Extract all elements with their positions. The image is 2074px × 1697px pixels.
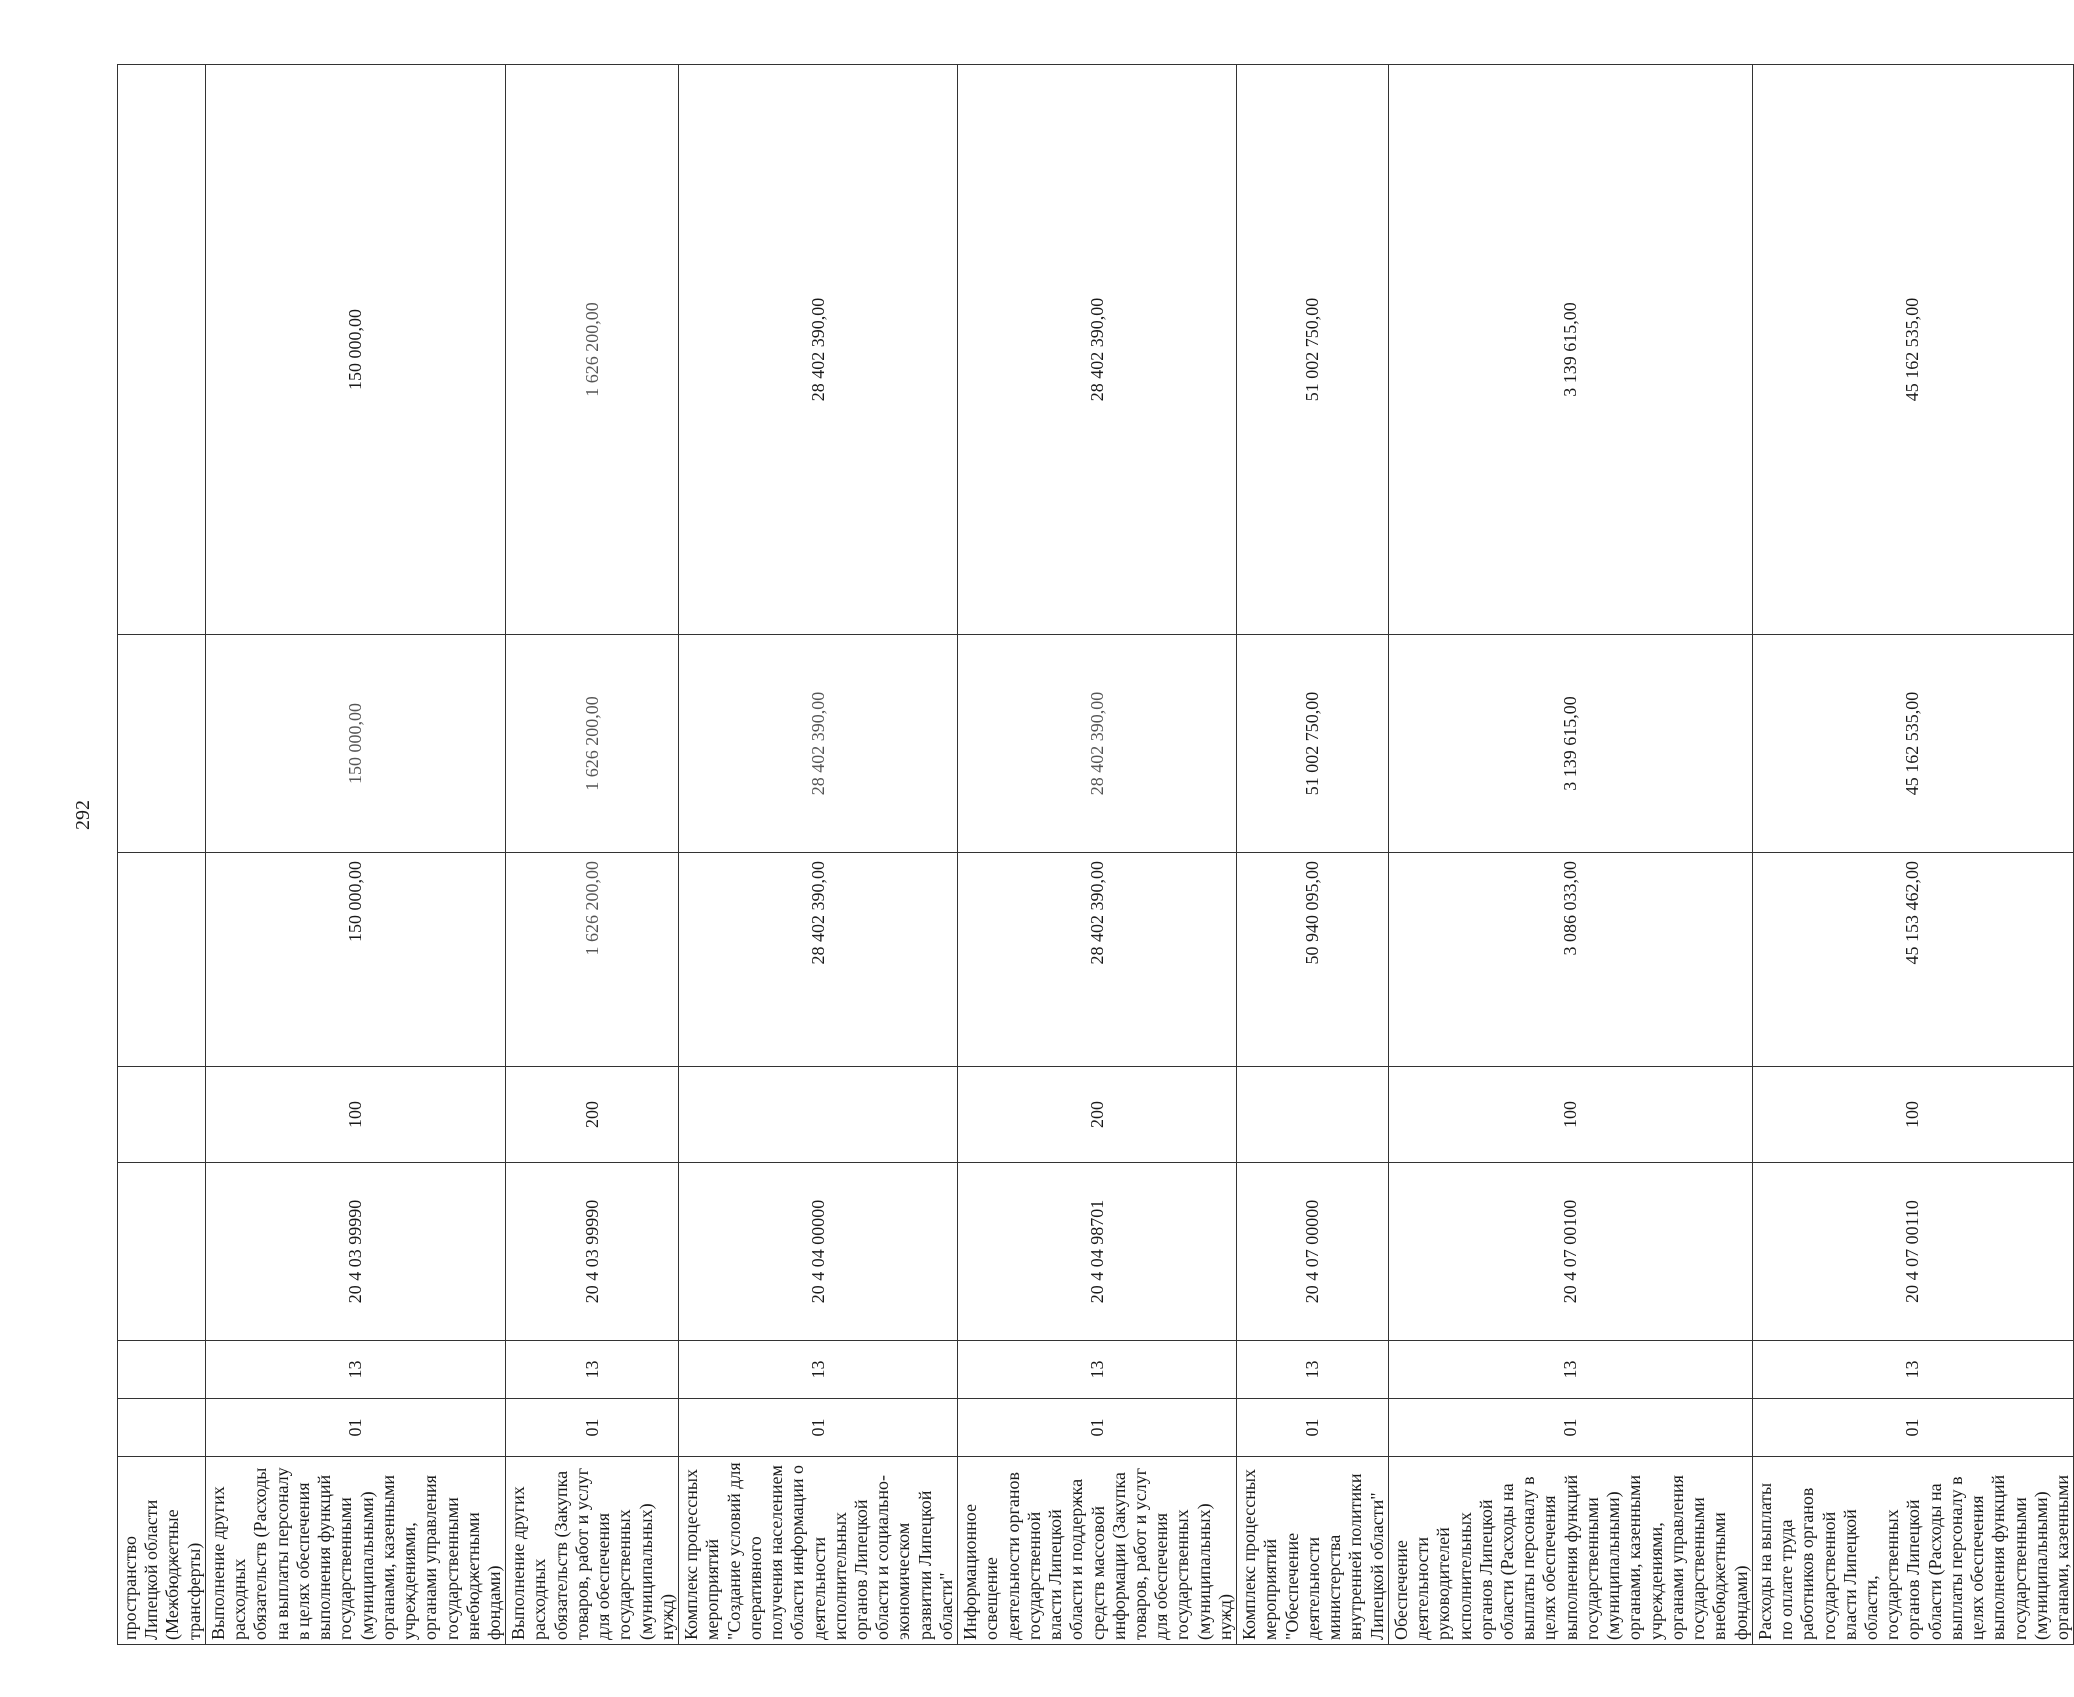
row-target-code: 20 4 07 00100 xyxy=(1388,1163,1752,1341)
table-row xyxy=(205,65,505,1645)
row-value-3: 150 000,00 xyxy=(205,65,505,635)
row-value-1: 150 000,00 xyxy=(205,853,505,1067)
row-expense-type: 100 xyxy=(1388,1067,1752,1163)
row-value-1: 28 402 390,00 xyxy=(679,853,958,1067)
table-row xyxy=(1388,65,1752,1645)
row-subsection: 13 xyxy=(1388,1341,1752,1399)
table-row xyxy=(1237,65,1389,1645)
row-section xyxy=(118,1399,206,1457)
row-value-1: 45 153 462,00 xyxy=(1752,853,2074,1067)
row-target-code: 20 4 04 98701 xyxy=(958,1163,1237,1341)
row-value-1: 50 940 095,00 xyxy=(1237,853,1389,1067)
row-name: пространство Липецкой области (Межбюджетные трансферты) xyxy=(118,1457,206,1645)
row-expense-type: 100 xyxy=(205,1067,505,1163)
row-value-3: 28 402 390,00 xyxy=(679,65,958,635)
row-expense-type xyxy=(679,1067,958,1163)
row-target-code: 20 4 03 99990 xyxy=(205,1163,505,1341)
row-name: Комплекс процессных мероприятий "Обеспечение деятельности министерства внутренней политики Липецкой области" xyxy=(1237,1457,1389,1645)
row-name: Выполнение других расходных обязательств (Закупка товаров, работ и услуг для обеспечения государственных (муниципальных) нужд) xyxy=(506,1457,679,1645)
row-value-2 xyxy=(118,635,206,853)
budget-table-container xyxy=(117,65,2073,1645)
row-expense-type xyxy=(118,1067,206,1163)
budget-table xyxy=(117,64,2074,1645)
row-section: 01 xyxy=(1752,1399,2074,1457)
row-section: 01 xyxy=(1388,1399,1752,1457)
row-subsection xyxy=(118,1341,206,1399)
table-row xyxy=(679,65,958,1645)
row-subsection: 13 xyxy=(1237,1341,1389,1399)
row-value-2: 150 000,00 xyxy=(205,635,505,853)
row-value-2: 28 402 390,00 xyxy=(679,635,958,853)
row-expense-type xyxy=(1237,1067,1389,1163)
row-subsection: 13 xyxy=(205,1341,505,1399)
row-value-3 xyxy=(118,65,206,635)
row-expense-type: 100 xyxy=(1752,1067,2074,1163)
row-section: 01 xyxy=(506,1399,679,1457)
row-section: 01 xyxy=(205,1399,505,1457)
row-value-3: 28 402 390,00 xyxy=(958,65,1237,635)
row-value-2: 1 626 200,00 xyxy=(506,635,679,853)
row-value-1: 1 626 200,00 xyxy=(506,853,679,1067)
row-subsection: 13 xyxy=(1752,1341,2074,1399)
row-value-3: 51 002 750,00 xyxy=(1237,65,1389,635)
table-row xyxy=(958,65,1237,1645)
row-value-3: 45 162 535,00 xyxy=(1752,65,2074,635)
table-row xyxy=(506,65,679,1645)
row-value-2: 51 002 750,00 xyxy=(1237,635,1389,853)
row-target-code: 20 4 04 00000 xyxy=(679,1163,958,1341)
row-section: 01 xyxy=(679,1399,958,1457)
row-subsection: 13 xyxy=(679,1341,958,1399)
row-value-3: 1 626 200,00 xyxy=(506,65,679,635)
table-row xyxy=(118,65,206,1645)
table-row xyxy=(1752,65,2074,1645)
row-target-code: 20 4 07 00000 xyxy=(1237,1163,1389,1341)
row-value-1: 28 402 390,00 xyxy=(958,853,1237,1067)
row-value-2: 28 402 390,00 xyxy=(958,635,1237,853)
row-value-1: 3 086 033,00 xyxy=(1388,853,1752,1067)
page-number: 292 xyxy=(72,800,94,830)
row-subsection: 13 xyxy=(506,1341,679,1399)
row-value-1 xyxy=(118,853,206,1067)
row-name: Расходы на выплаты по оплате труда работников органов государственной власти Липецкой области, государственных органов Липецкой области (Расходы на выплаты персоналу в целях обеспечения выполнения функций государственными (муниципальными) органами, казенными xyxy=(1752,1457,2074,1645)
row-expense-type: 200 xyxy=(506,1067,679,1163)
row-name: Обеспечение деятельности руководителей исполнительных органов Липецкой области (Расходы на выплаты персоналу в целях обеспечения выполнения функций государственными (муниципальными) органами, казенными учреждениями, органами управления государственными внебюджетными фондами) xyxy=(1388,1457,1752,1645)
row-name: Выполнение других расходных обязательств (Расходы на выплаты персоналу в целях обеспечения выполнения функций государственными (муниципальными) органами, казенными учреждениями, органами управления государственными внебюджетными фондами) xyxy=(205,1457,505,1645)
row-value-2: 45 162 535,00 xyxy=(1752,635,2074,853)
row-subsection: 13 xyxy=(958,1341,1237,1399)
row-name: Комплекс процессных мероприятий "Создание условий для оперативного получения населением области информации о деятельности исполнительных органов Липецкой области и социально-экономическом развитии Липецкой области" xyxy=(679,1457,958,1645)
row-expense-type: 200 xyxy=(958,1067,1237,1163)
row-section: 01 xyxy=(1237,1399,1389,1457)
row-target-code xyxy=(118,1163,206,1341)
row-name: Информационное освещение деятельности органов государственной власти Липецкой области и поддержка средств массовой информации (Закупка товаров, работ и услуг для обеспечения государственных (муниципальных) нужд) xyxy=(958,1457,1237,1645)
row-target-code: 20 4 03 99990 xyxy=(506,1163,679,1341)
row-target-code: 20 4 07 00110 xyxy=(1752,1163,2074,1341)
row-value-3: 3 139 615,00 xyxy=(1388,65,1752,635)
row-value-2: 3 139 615,00 xyxy=(1388,635,1752,853)
row-section: 01 xyxy=(958,1399,1237,1457)
